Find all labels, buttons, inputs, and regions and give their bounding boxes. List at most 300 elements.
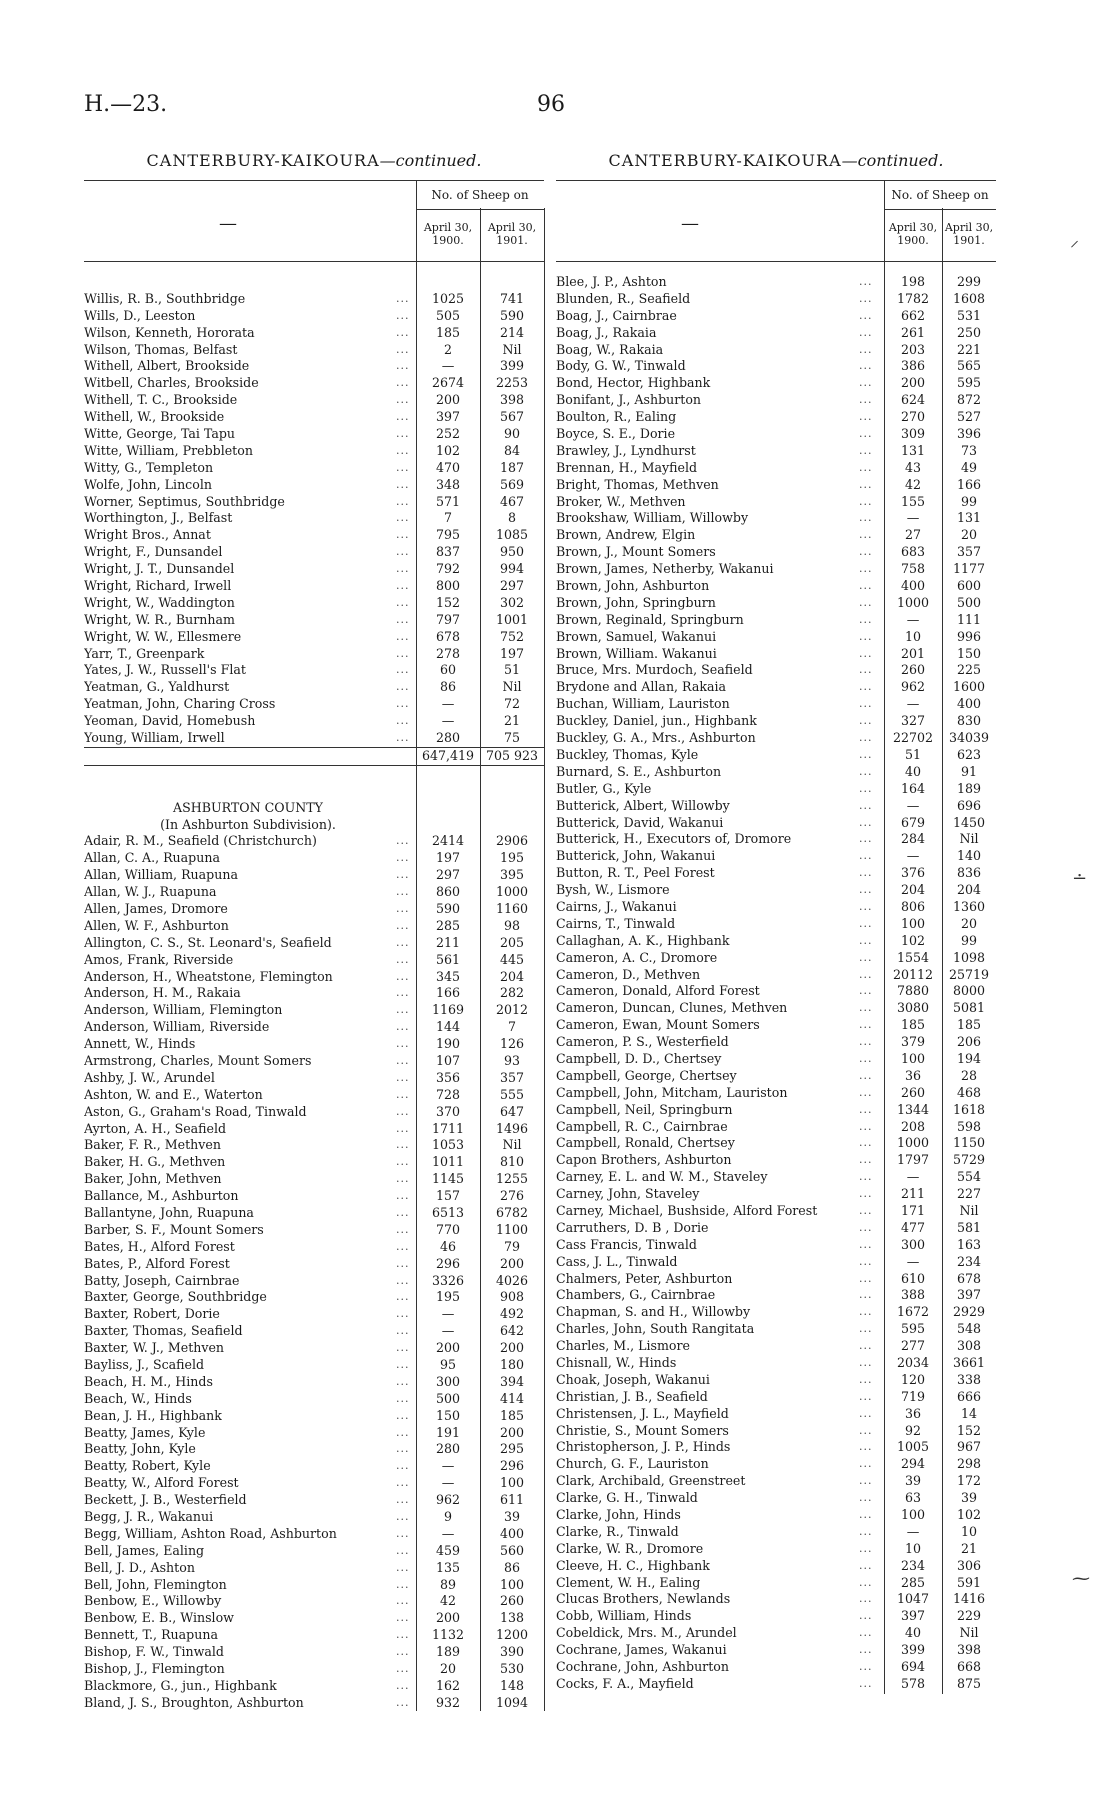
leader-dots: ... (396, 1037, 410, 1051)
leader-dots: ... (396, 1121, 410, 1135)
leader-dots: ... (859, 916, 873, 930)
sheep-1900-cell: 261 (900, 324, 926, 340)
sheep-1901-cell: 590 (499, 307, 525, 323)
owner-name: Anderson, H. M., Rakaia (84, 985, 241, 1001)
table-row (84, 833, 544, 850)
table-row (556, 1541, 996, 1558)
sheep-1900-cell: 234 (900, 1557, 926, 1573)
sheep-1900-cell: 40 (904, 763, 922, 779)
leader-dots: ... (859, 680, 873, 694)
table-row (84, 1644, 544, 1661)
owner-name: Witte, George, Tai Tapu (84, 426, 236, 442)
leader-dots: ... (396, 885, 410, 899)
owner-name: Blunden, R., Seafield (556, 290, 691, 306)
sheep-1901-cell: Nil (959, 1625, 979, 1641)
table-row (84, 766, 544, 783)
owner-name: Wilson, Kenneth, Hororata (84, 324, 255, 340)
table-row (84, 1695, 544, 1712)
sheep-1900-cell: 211 (900, 1186, 926, 1202)
sheep-1900-cell: 195 (435, 1289, 461, 1305)
owner-name: Allington, C. S., St. Leonard's, Seafield (84, 934, 332, 950)
table-row (556, 1524, 996, 1541)
owner-name: Wolfe, John, Lincoln (84, 476, 212, 492)
owner-name: Clarke, W. R., Dromore (556, 1540, 704, 1556)
sheep-1900-cell: 89 (439, 1576, 457, 1592)
owner-name: Benbow, E., Willowby (84, 1593, 222, 1609)
leader-dots: ... (396, 595, 410, 609)
sheep-1900-cell: 135 (435, 1559, 461, 1575)
table-row (84, 1154, 544, 1171)
sheep-1900-cell: 10 (904, 628, 922, 644)
table-row (556, 798, 996, 815)
sheep-1901-cell: 598 (956, 1118, 982, 1134)
sheep-1900-cell: 1344 (896, 1101, 930, 1117)
owner-name: Brawley, J., Lyndhurst (556, 442, 696, 458)
column-rule (480, 208, 481, 1711)
sheep-1900-cell: 43 (904, 459, 922, 475)
name-column-header: — (219, 213, 237, 234)
owner-name: Choak, Joseph, Wakanui (556, 1371, 710, 1387)
leader-dots: ... (396, 1290, 410, 1304)
sheep-1901-cell: 6782 (495, 1204, 529, 1220)
sheep-1901-cell: 581 (956, 1219, 982, 1235)
table-row (84, 358, 544, 375)
leader-dots: ... (859, 1508, 873, 1522)
sheep-1901-cell: 90 (503, 426, 521, 442)
sheep-1900-cell: 294 (900, 1456, 926, 1472)
owner-name: Allen, James, Dromore (84, 900, 228, 916)
leader-dots: ... (859, 1153, 873, 1167)
owner-name: Yarr, T., Greenpark (84, 645, 205, 661)
leader-dots: ... (396, 562, 410, 576)
table-row (84, 1408, 544, 1425)
sheep-1901-cell: 741 (499, 290, 525, 306)
table-row (84, 1070, 544, 1087)
leader-dots: ... (859, 427, 873, 441)
owner-name: Blackmore, G., jun., Highbank (84, 1677, 277, 1693)
leader-dots: ... (859, 1271, 873, 1285)
leader-dots: ... (859, 545, 873, 559)
sheep-1901-cell: 4026 (495, 1272, 529, 1288)
sheep-1901-cell: 163 (956, 1236, 982, 1252)
sheep-1901-cell: 282 (499, 985, 525, 1001)
leader-dots: ... (859, 612, 873, 626)
table-row (556, 595, 996, 612)
year-1901-header: April 30, 1901. (944, 221, 994, 247)
sheep-1900-cell: 102 (435, 442, 461, 458)
sheep-1900-cell: — (906, 1523, 920, 1539)
leader-dots: ... (396, 1645, 410, 1659)
owner-name: Christensen, J. L., Mayfield (556, 1405, 729, 1421)
leader-dots: ... (859, 967, 873, 981)
owner-name: Christie, S., Mount Somers (556, 1422, 729, 1438)
leader-dots: ... (396, 1104, 410, 1118)
leader-dots: ... (396, 477, 410, 491)
sheep-1900-cell: 155 (900, 493, 926, 509)
sheep-1901-cell: 1150 (952, 1135, 986, 1151)
sheep-1900-cell: 280 (435, 1441, 461, 1457)
owner-name: Baxter, W. J., Methven (84, 1340, 225, 1356)
sheep-1901-cell: 500 (956, 594, 982, 610)
table-row (556, 494, 996, 511)
owner-name: Withell, W., Brookside (84, 409, 225, 425)
leader-dots: ... (859, 663, 873, 677)
leader-dots: ... (396, 1662, 410, 1676)
leader-dots: ... (859, 393, 873, 407)
table-row (556, 730, 996, 747)
table-row (556, 815, 996, 832)
sheep-1900-cell: 162 (435, 1677, 461, 1693)
leader-dots: ... (859, 629, 873, 643)
table-row (84, 1391, 544, 1408)
table-row (84, 1526, 544, 1543)
sheep-1901-cell: 1360 (952, 898, 986, 914)
leader-dots: ... (859, 849, 873, 863)
right-column (556, 150, 996, 1691)
sheep-1900-cell: 962 (435, 1492, 461, 1508)
sheep-1901-cell: 131 (956, 510, 982, 526)
sheep-1901-cell: 73 (960, 442, 978, 458)
owner-name: Anderson, William, Riverside (84, 1019, 270, 1035)
sheep-1900-cell: 1782 (896, 290, 930, 306)
owner-name: Armstrong, Charles, Mount Somers (84, 1052, 312, 1068)
sheep-1900-cell: 647,419 (421, 747, 475, 763)
table-row (84, 1306, 544, 1323)
sheep-1901-cell: 20 (960, 915, 978, 931)
sheep-1900-cell: 285 (900, 1574, 926, 1590)
sheep-1901-cell: 560 (499, 1542, 525, 1558)
sheep-1900-cell: — (441, 696, 455, 712)
sheep-1900-cell: 348 (435, 476, 461, 492)
sheep-1901-cell: 468 (956, 1084, 982, 1100)
sheep-1900-cell: 22702 (892, 730, 934, 746)
sheep-1901-cell: 99 (960, 493, 978, 509)
owner-name: Brown, Andrew, Elgin (556, 527, 696, 543)
sheep-1901-cell: 1608 (952, 290, 986, 306)
owner-name: Bell, John, Flemington (84, 1576, 227, 1592)
owner-name: Young, William, Irwell (84, 730, 225, 746)
table-row (556, 1676, 996, 1693)
owner-name: Wright, W., Waddington (84, 594, 235, 610)
owner-name: Chambers, G., Cairnbrae (556, 1287, 716, 1303)
table-row (84, 1323, 544, 1340)
sheep-1901-cell: 21 (960, 1540, 978, 1556)
sheep-1901-cell: 75 (503, 730, 521, 746)
sheep-1900-cell: 1047 (896, 1591, 930, 1607)
table-row (84, 443, 544, 460)
leader-dots: ... (396, 1020, 410, 1034)
table-row (556, 1355, 996, 1372)
owner-name: Charles, John, South Rangitata (556, 1321, 755, 1337)
sheep-1901-cell: 1098 (952, 949, 986, 965)
table-row (556, 1119, 996, 1136)
leader-dots: ... (396, 834, 410, 848)
owner-name: Brown, J., Mount Somers (556, 544, 716, 560)
name-column-header: — (681, 213, 699, 234)
owner-name: Buckley, Daniel, jun., Highbank (556, 713, 757, 729)
sheep-1900-cell: 679 (900, 814, 926, 830)
table-row (556, 1490, 996, 1507)
leader-dots: ... (859, 1474, 873, 1488)
table-row (556, 1439, 996, 1456)
leader-dots: ... (859, 1203, 873, 1217)
owner-name: Baxter, George, Southbridge (84, 1289, 267, 1305)
leader-dots: ... (859, 1170, 873, 1184)
sheep-1901-cell: 187 (499, 459, 525, 475)
sheep-1901-cell: 299 (956, 274, 982, 289)
table-row (84, 1289, 544, 1306)
owner-name: Allan, C. A., Ruapuna (84, 850, 220, 866)
sheep-1900-cell: 397 (435, 409, 461, 425)
sheep-1900-cell: 200 (435, 1610, 461, 1626)
table-row (84, 460, 544, 477)
owner-name: Chapman, S. and H., Willowby (556, 1304, 751, 1320)
owner-name: Bates, P., Alford Forest (84, 1255, 230, 1271)
table-row (556, 1068, 996, 1085)
sheep-1901-cell: 595 (956, 375, 982, 391)
table-row (556, 967, 996, 984)
owner-name: Cass Francis, Tinwald (556, 1236, 697, 1252)
owner-name: Wright, J. T., Dunsandel (84, 561, 235, 577)
table-row (84, 1492, 544, 1509)
sheep-1901-cell: 1100 (495, 1221, 529, 1237)
leader-dots: ... (859, 579, 873, 593)
leader-dots: ... (396, 460, 410, 474)
sheep-1900-cell: 46 (439, 1238, 457, 1254)
sheep-1900-cell: 280 (435, 730, 461, 746)
table-row (84, 1121, 544, 1138)
leader-dots: ... (859, 1440, 873, 1454)
sheep-1901-cell: 234 (956, 1253, 982, 1269)
table-row (556, 1625, 996, 1642)
leader-dots: ... (859, 1643, 873, 1657)
table-row (556, 1287, 996, 1304)
leader-dots: ... (396, 612, 410, 626)
sheep-1900-cell: — (441, 1458, 455, 1474)
sheep-1901-cell: 5729 (952, 1152, 986, 1168)
owner-name: Brydone and Allan, Rakaia (556, 679, 727, 695)
owner-name: Beach, W., Hinds (84, 1390, 192, 1406)
sheep-1900-cell: 500 (435, 1390, 461, 1406)
table-row (556, 848, 996, 865)
leader-dots: ... (396, 579, 410, 593)
sheep-1900-cell: 595 (900, 1321, 926, 1337)
sheep-1900-cell: 2034 (896, 1355, 930, 1370)
sheep-1900-cell: 719 (900, 1388, 926, 1404)
sheep-1901-cell: 194 (956, 1050, 982, 1066)
sheep-1900-cell: — (906, 848, 920, 864)
leader-dots: ... (859, 1305, 873, 1319)
table-row (556, 1304, 996, 1321)
sheep-1901-cell: 102 (956, 1507, 982, 1523)
owner-name: Boag, J., Cairnbrae (556, 307, 677, 323)
leader-dots: ... (859, 1119, 873, 1133)
table-row (84, 1239, 544, 1256)
leader-dots: ... (859, 528, 873, 542)
sheep-1900-cell: — (441, 358, 455, 374)
owner-name: Baker, F. R., Methven (84, 1137, 221, 1153)
total-row (84, 747, 544, 766)
leader-dots: ... (396, 935, 410, 949)
sheep-1901-cell: 172 (956, 1473, 982, 1489)
owner-name: Cameron, A. C., Dromore (556, 949, 718, 965)
owner-name: Begg, William, Ashton Road, Ashburton (84, 1525, 337, 1541)
owner-name: Charles, M., Lismore (556, 1338, 690, 1354)
owner-name: Chalmers, Peter, Ashburton (556, 1270, 733, 1286)
leader-dots: ... (396, 918, 410, 932)
leader-dots: ... (396, 1053, 410, 1067)
sheep-1901-cell: 357 (956, 544, 982, 560)
owner-name: Cochrane, James, Wakanui (556, 1642, 727, 1658)
table-row (84, 918, 544, 935)
owner-name: Amos, Frank, Riverside (84, 951, 234, 967)
sheep-1901-cell: 227 (956, 1186, 982, 1202)
table-row (556, 460, 996, 477)
table-row (556, 325, 996, 342)
sheep-1901-cell: 611 (499, 1492, 525, 1508)
sheep-1900-cell: 459 (435, 1542, 461, 1558)
leader-dots: ... (396, 376, 410, 390)
sheep-1901-cell: 229 (956, 1608, 982, 1624)
owner-name: Cobeldick, Mrs. M., Arundel (556, 1625, 737, 1641)
table-row (84, 730, 544, 747)
sheep-1900-cell: 9 (443, 1509, 452, 1525)
leader-dots: ... (396, 969, 410, 983)
year-1901-header: April 30, 1901. (487, 221, 537, 247)
sheep-1900-cell: 185 (900, 1017, 926, 1033)
sheep-1901-cell: 1094 (495, 1694, 529, 1710)
table-row (84, 527, 544, 544)
table-row (556, 831, 996, 848)
leader-dots: ... (859, 1035, 873, 1049)
table-row (556, 1608, 996, 1625)
owner-name: Carney, John, Staveley (556, 1186, 700, 1202)
owner-name: Worthington, J., Belfast (84, 510, 233, 526)
sheep-1901-cell: 3661 (952, 1355, 986, 1370)
table-row (84, 884, 544, 901)
owner-name: Withell, T. C., Brookside (84, 392, 238, 408)
owner-name: Brown, William. Wakanui (556, 645, 717, 661)
owner-name: Brown, Samuel, Wakanui (556, 628, 717, 644)
owner-name: Boulton, R., Ealing (556, 409, 677, 425)
leader-dots: ... (859, 950, 873, 964)
sheep-1901-cell: 34039 (948, 730, 990, 746)
sheep-1900-cell: 296 (435, 1255, 461, 1271)
table-row (556, 747, 996, 764)
sheep-1901-cell: 830 (956, 713, 982, 729)
leader-dots: ... (396, 1222, 410, 1236)
owner-name: Campbell, Ronald, Chertsey (556, 1135, 735, 1151)
owner-name: Bishop, F. W., Tinwald (84, 1644, 224, 1660)
sheep-1900-cell: 10 (904, 1540, 922, 1556)
table-row (556, 1220, 996, 1237)
sheep-1901-cell: 399 (499, 358, 525, 374)
sheep-1900-cell: 1169 (431, 1002, 465, 1018)
leader-dots: ... (859, 477, 873, 491)
owner-name: Brown, Reginald, Springburn (556, 611, 744, 627)
leader-dots: ... (859, 291, 873, 305)
owner-name: Cameron, Donald, Alford Forest (556, 983, 760, 999)
sheep-1901-cell: Nil (502, 341, 522, 357)
owner-name: Cobb, William, Hinds (556, 1608, 692, 1624)
table-row (84, 426, 544, 443)
left-column (84, 150, 544, 1710)
leader-dots: ... (859, 714, 873, 728)
sheep-1901-cell: 996 (956, 628, 982, 644)
table-row (84, 477, 544, 494)
sheep-1901-cell: 39 (503, 1509, 521, 1525)
table-row (84, 696, 544, 713)
sheep-1901-cell: 1177 (952, 561, 986, 577)
sheep-1900-cell: 309 (900, 426, 926, 442)
owner-name: Buckley, G. A., Mrs., Ashburton (556, 730, 756, 746)
sheep-1900-cell: 100 (900, 915, 926, 931)
owner-name: Bysh, W., Lismore (556, 882, 670, 898)
owner-name: Yeatman, G., Yaldhurst (84, 679, 230, 695)
sheep-1900-cell: 27 (904, 527, 922, 543)
table-row (84, 969, 544, 986)
table-row (556, 646, 996, 663)
column-rule (416, 180, 417, 1711)
owner-name: Broker, W., Methven (556, 493, 686, 509)
owner-name: Anderson, H., Wheatstone, Flemington (84, 968, 333, 984)
owner-name: Bland, J. S., Broughton, Ashburton (84, 1694, 304, 1710)
table-row (556, 1135, 996, 1152)
sheep-1900-cell: 285 (435, 917, 461, 933)
leader-dots: ... (859, 511, 873, 525)
leader-dots: ... (859, 883, 873, 897)
table-row (84, 867, 544, 884)
sheep-1901-cell: 530 (499, 1661, 525, 1677)
owner-name: Butterick, John, Wakanui (556, 848, 716, 864)
table-row (556, 1237, 996, 1254)
leader-dots: ... (396, 494, 410, 508)
owner-name: Aston, G., Graham's Road, Tinwald (84, 1103, 307, 1119)
sheep-1901-cell: 25719 (948, 966, 990, 982)
sheep-1900-cell: 152 (435, 594, 461, 610)
table-row (556, 1659, 996, 1676)
owner-name: Boag, W., Rakaia (556, 341, 664, 357)
sheep-1901-cell: 414 (499, 1390, 525, 1406)
table-row (556, 375, 996, 392)
table-row (556, 696, 996, 713)
leader-dots: ... (396, 443, 410, 457)
sheep-1900-cell: 356 (435, 1069, 461, 1085)
sheep-1901-cell: 445 (499, 951, 525, 967)
owner-name: Chisnall, W., Hinds (556, 1355, 677, 1370)
owner-name: Button, R. T., Peel Forest (556, 865, 715, 881)
sheep-1901-cell: 554 (956, 1169, 982, 1185)
sheep-1900-cell: 260 (900, 1084, 926, 1100)
table-row (556, 713, 996, 730)
table-row (84, 342, 544, 359)
leader-dots: ... (396, 1577, 410, 1591)
leader-dots: ... (396, 868, 410, 882)
sheep-1900-cell: 100 (900, 1507, 926, 1523)
owner-name: Allen, W. F., Ashburton (84, 917, 229, 933)
sheep-1901-cell: 49 (960, 459, 978, 475)
sheep-1900-cell: 166 (435, 985, 461, 1001)
sheep-1900-cell: 860 (435, 884, 461, 900)
table-row (84, 409, 544, 426)
table-row (84, 1205, 544, 1222)
sheep-1901-cell: 260 (499, 1593, 525, 1609)
leader-dots: ... (396, 1172, 410, 1186)
sheep-1900-cell: 120 (900, 1371, 926, 1387)
sheep-1900-cell: 3080 (896, 1000, 930, 1016)
sheep-1900-cell: 278 (435, 645, 461, 661)
page-number: 96 (537, 92, 565, 117)
